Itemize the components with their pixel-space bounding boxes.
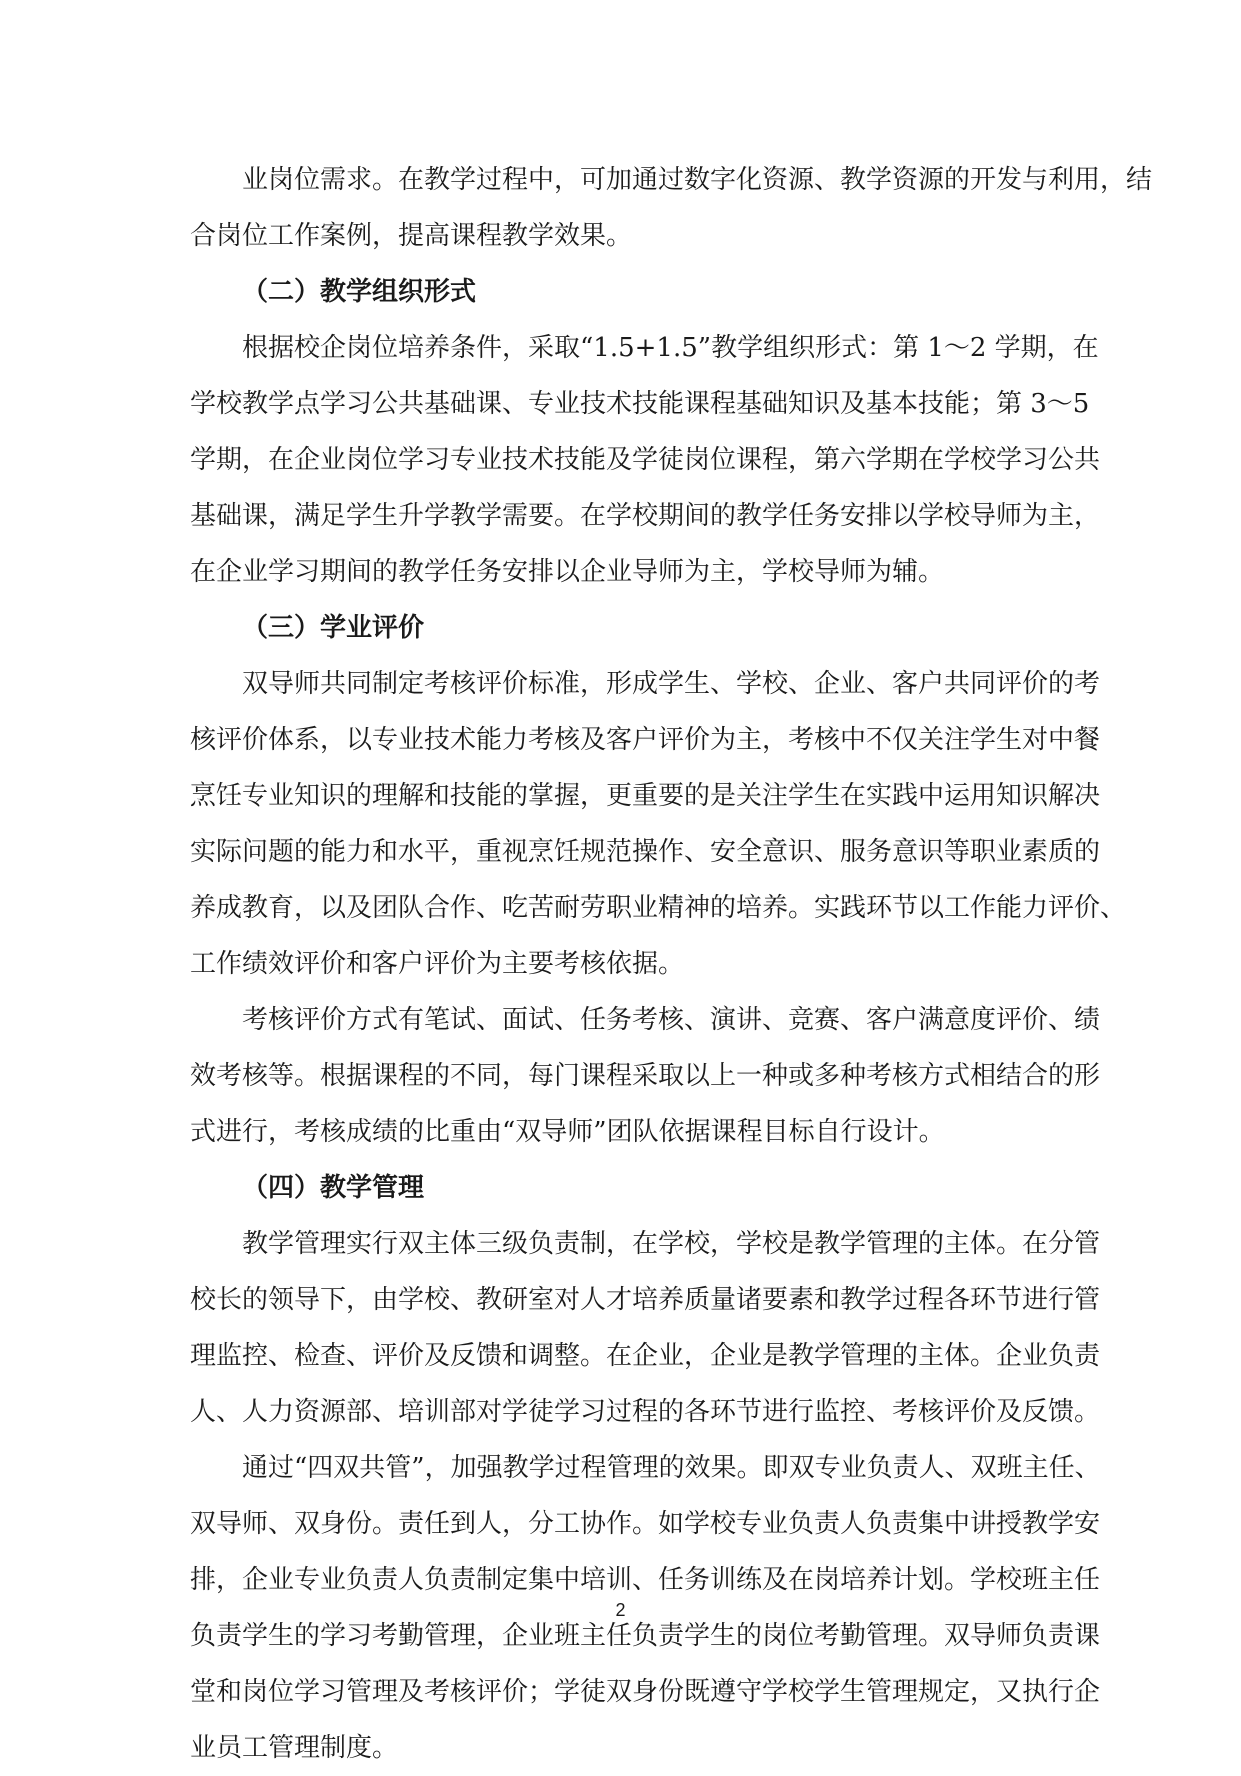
text-line: 基础课，满足学生升学教学需要。在学校期间的教学任务安排以学校导师为主， bbox=[190, 501, 1101, 531]
text-line: 双导师、双身份。责任到人，分工协作。如学校专业负责人负责集中讲授教学安 bbox=[190, 1509, 1101, 1539]
text-line: 校长的领导下，由学校、教研室对人才培养质量诸要素和教学过程各环节进行管 bbox=[190, 1285, 1101, 1315]
text-line: 学期，在企业岗位学习专业技术技能及学徒岗位课程，第六学期在学校学习公共 bbox=[190, 445, 1101, 475]
text-line: 人、人力资源部、培训部对学徒学习过程的各环节进行监控、考核评价及反馈。 bbox=[190, 1397, 1101, 1427]
page-number: 2 bbox=[615, 1600, 626, 1620]
text-line: 效考核等。根据课程的不同，每门课程采取以上一种或多种考核方式相结合的形 bbox=[190, 1061, 1101, 1091]
text-line: 负责学生的学习考勤管理，企业班主任负责学生的岗位考勤管理。双导师负责课 bbox=[190, 1621, 1101, 1651]
text-line: 教学管理实行双主体三级负责制，在学校，学校是教学管理的主体。在分管 bbox=[242, 1229, 1101, 1259]
paragraph bbox=[190, 152, 1153, 264]
section-heading: （四）教学管理 bbox=[242, 1173, 425, 1203]
document-body bbox=[190, 152, 1153, 1776]
text-line: 双导师共同制定考核评价标准，形成学生、学校、企业、客户共同评价的考 bbox=[242, 669, 1101, 699]
paragraph bbox=[190, 656, 1127, 992]
text-line: 根据校企岗位培养条件，采取“1.5+1.5”教学组织形式：第 1～2 学期，在 bbox=[242, 333, 1099, 363]
text-line: 养成教育，以及团队合作、吃苦耐劳职业精神的培养。实践环节以工作能力评价、 bbox=[190, 893, 1127, 923]
section-heading: （三）学业评价 bbox=[242, 613, 425, 643]
paragraph bbox=[190, 992, 1101, 1160]
text-line: 学校教学点学习公共基础课、专业技术技能课程基础知识及基本技能；第 3～5 bbox=[190, 389, 1090, 419]
text-line: 式进行，考核成绩的比重由“双导师”团队依据课程目标自行设计。 bbox=[190, 1117, 945, 1147]
text-line: 烹饪专业知识的理解和技能的掌握，更重要的是关注学生在实践中运用知识解决 bbox=[190, 781, 1101, 811]
text-line: 业岗位需求。在教学过程中，可加通过数字化资源、教学资源的开发与利用，结 bbox=[242, 165, 1153, 195]
paragraph bbox=[190, 320, 1101, 600]
text-line: 核评价体系，以专业技术能力考核及客户评价为主，考核中不仅关注学生对中餐 bbox=[190, 725, 1101, 755]
text-line: 考核评价方式有笔试、面试、任务考核、演讲、竞赛、客户满意度评价、绩 bbox=[242, 1005, 1101, 1035]
text-line: 合岗位工作案例，提高课程教学效果。 bbox=[190, 221, 633, 251]
section-heading: （二）教学组织形式 bbox=[242, 277, 477, 307]
text-line: 通过“四双共管”，加强教学过程管理的效果。即双专业负责人、双班主任、 bbox=[242, 1453, 1101, 1483]
text-line: 堂和岗位学习管理及考核评价；学徒双身份既遵守学校学生管理规定，又执行企 bbox=[190, 1677, 1101, 1707]
text-line: 实际问题的能力和水平，重视烹饪规范操作、安全意识、服务意识等职业素质的 bbox=[190, 837, 1101, 867]
text-line: 在企业学习期间的教学任务安排以企业导师为主，学校导师为辅。 bbox=[190, 557, 945, 587]
text-line: 排，企业专业负责人负责制定集中培训、任务训练及在岗培养计划。学校班主任 bbox=[190, 1565, 1101, 1595]
text-line: 理监控、检查、评价及反馈和调整。在企业，企业是教学管理的主体。企业负责 bbox=[190, 1341, 1101, 1371]
text-line: 工作绩效评价和客户评价为主要考核依据。 bbox=[190, 949, 685, 979]
paragraph bbox=[190, 1216, 1101, 1440]
text-line: 业员工管理制度。 bbox=[190, 1733, 399, 1763]
